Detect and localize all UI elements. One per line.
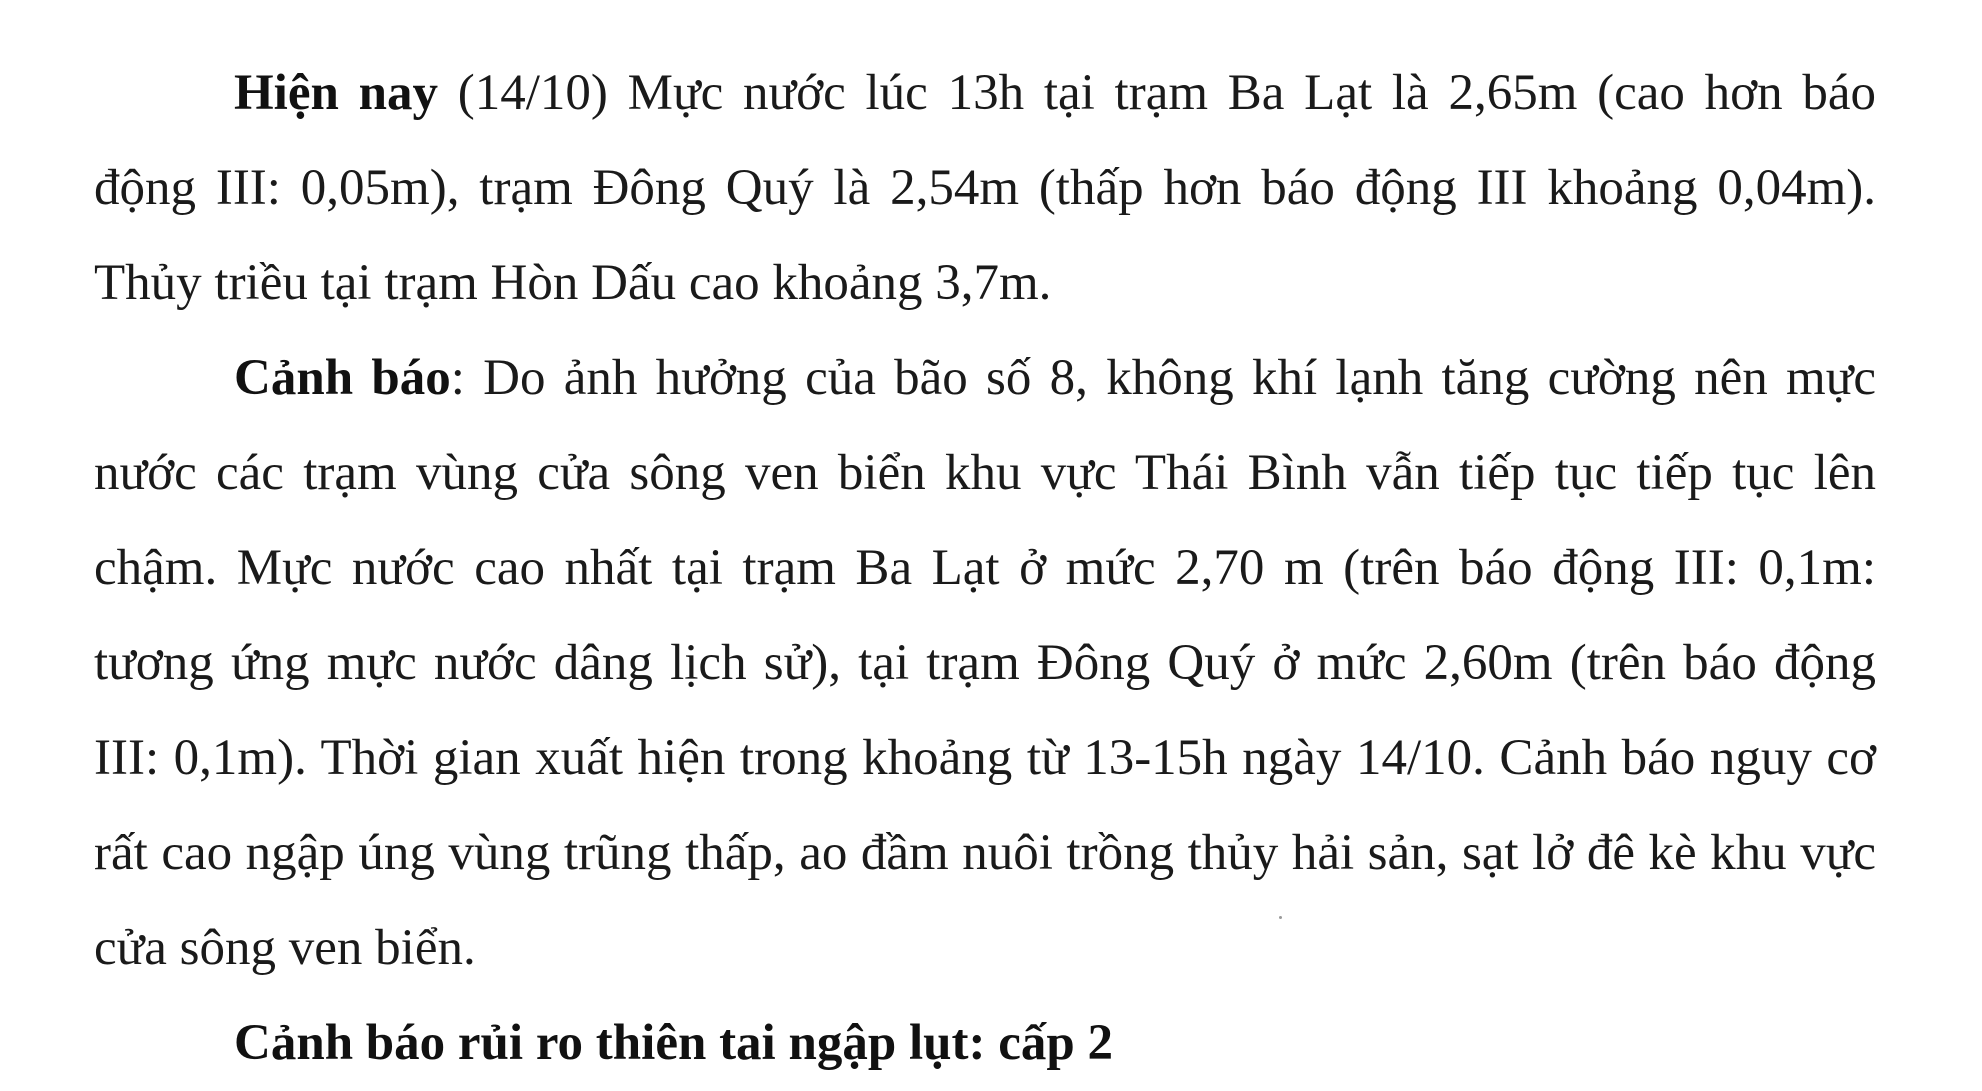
- risk-level-heading: Cảnh báo rủi ro thiên tai ngập lụt: cấp 2: [234, 1015, 1113, 1071]
- scan-speck: [1279, 916, 1282, 919]
- current-status-paragraph: [94, 46, 1876, 331]
- document-body: [94, 46, 1876, 1091]
- current-status-label: Hiện nay: [234, 65, 438, 121]
- warning-paragraph: [94, 331, 1876, 996]
- warning-text: : Do ảnh hưởng của bão số 8, không khí lạnh tăng cường nên mực nước các trạm vùng cửa sông ven biển khu vực Thái Bình vẫn tiếp tục tiếp tục lên chậm. Mực nước cao nhất tại trạm Ba Lạt ở mức 2,70 m (trên báo động III: 0,1m: tương ứng mực nước dâng lịch sử), tại trạm Đông Quý ở mức 2,60m (trên báo động III: 0,1m). Thời gian xuất hiện trong khoảng từ 13-15h ngày 14/10. Cảnh báo nguy cơ rất cao ngập úng vùng trũng thấp, ao đầm nuôi trồng thủy hải sản, sạt lở đê kè khu vực cửa sông ven biển.: [94, 350, 1876, 976]
- warning-label: Cảnh báo: [234, 350, 451, 406]
- current-status-text: (14/10) Mực nước lúc 13h tại trạm Ba Lạt là 2,65m (cao hơn báo động III: 0,05m), trạm Đông Quý là 2,54m (thấp hơn báo động III khoảng 0,04m). Thủy triều tại trạm Hòn Dấu cao khoảng 3,7m.: [94, 65, 1877, 311]
